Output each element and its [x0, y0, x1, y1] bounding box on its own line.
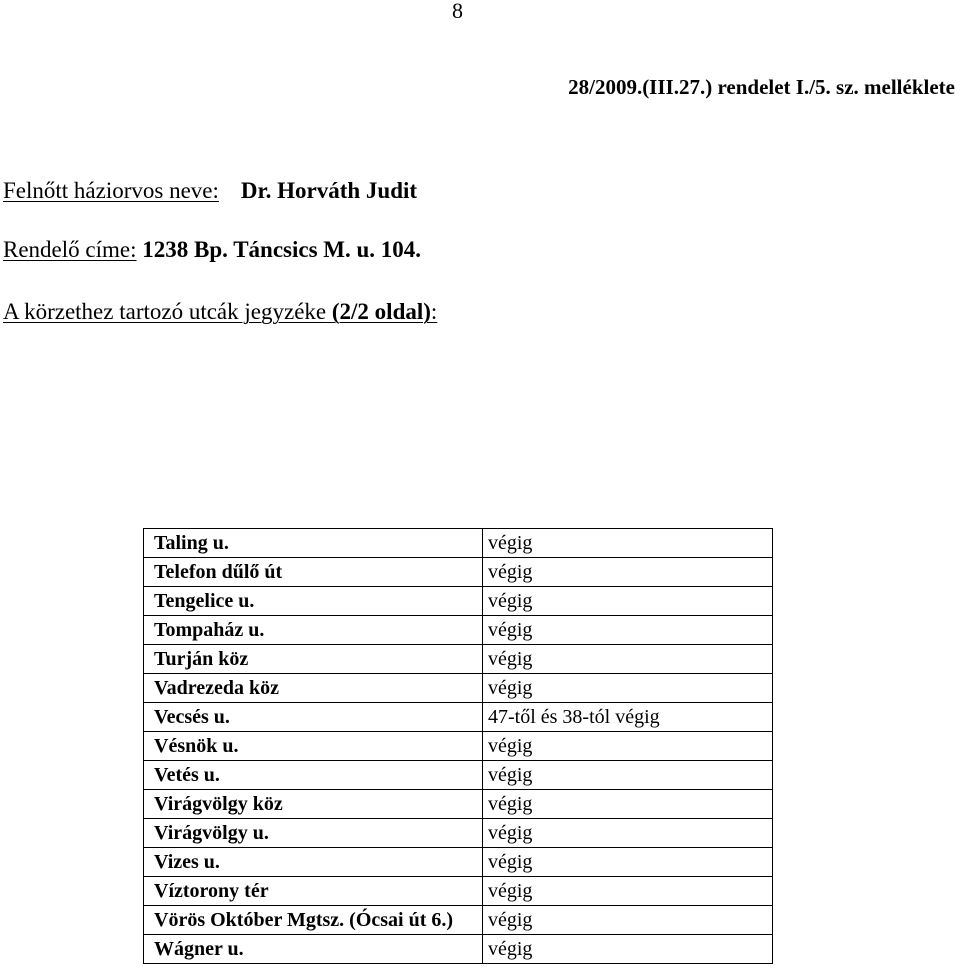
- table-row: [144, 529, 773, 558]
- table-row: [144, 616, 773, 645]
- street-range: végig: [483, 935, 773, 964]
- street-name: Vizes u.: [144, 848, 483, 877]
- address-value: 1238 Bp. Táncsics M. u. 104.: [142, 237, 422, 262]
- table-row: [144, 645, 773, 674]
- table-row: [144, 558, 773, 587]
- street-name: Vörös Október Mgtsz. (Ócsai út 6.): [144, 906, 483, 935]
- table-row: [144, 703, 773, 732]
- street-name: Víztorony tér: [144, 877, 483, 906]
- table-row: [144, 761, 773, 790]
- street-range: végig: [483, 906, 773, 935]
- street-name: Vadrezeda köz: [144, 674, 483, 703]
- street-name: Taling u.: [144, 529, 483, 558]
- table-row: [144, 935, 773, 964]
- street-name: Tengelice u.: [144, 587, 483, 616]
- table-row: [144, 587, 773, 616]
- table-row: [144, 674, 773, 703]
- street-range: 47-től és 38-tól végig: [483, 703, 773, 732]
- list-heading: [3, 299, 437, 325]
- decree-reference: 28/2009.(III.27.) rendelet I./5. sz. melléklete: [568, 75, 955, 99]
- street-range: végig: [483, 645, 773, 674]
- street-range: végig: [483, 848, 773, 877]
- street-table: [143, 528, 773, 964]
- street-range: végig: [483, 674, 773, 703]
- doctor-label: Felnőtt háziorvos neve:: [3, 178, 219, 203]
- street-range: végig: [483, 587, 773, 616]
- street-range: végig: [483, 819, 773, 848]
- doctor-line: [3, 178, 417, 204]
- street-name: Vetés u.: [144, 761, 483, 790]
- table-row: [144, 877, 773, 906]
- list-heading-page: (2/2 oldal): [331, 299, 431, 324]
- table-row: [144, 848, 773, 877]
- street-range: végig: [483, 790, 773, 819]
- street-name: Tompaház u.: [144, 616, 483, 645]
- street-name: Vecsés u.: [144, 703, 483, 732]
- street-range: végig: [483, 732, 773, 761]
- doctor-name: Dr. Horváth Judit: [240, 178, 418, 203]
- street-range: végig: [483, 529, 773, 558]
- list-heading-colon: :: [430, 299, 438, 324]
- street-name: Wágner u.: [144, 935, 483, 964]
- page-number: 8: [452, 0, 463, 23]
- street-range: végig: [483, 877, 773, 906]
- street-name: Virágvölgy u.: [144, 819, 483, 848]
- address-label: Rendelő címe:: [3, 237, 137, 262]
- street-range: végig: [483, 558, 773, 587]
- street-name: Virágvölgy köz: [144, 790, 483, 819]
- street-name: Vésnök u.: [144, 732, 483, 761]
- table-row: [144, 819, 773, 848]
- address-line: [3, 237, 421, 263]
- table-row: [144, 906, 773, 935]
- list-heading-text: A körzethez tartozó utcák jegyzéke: [3, 299, 327, 324]
- street-range: végig: [483, 616, 773, 645]
- street-name: Turján köz: [144, 645, 483, 674]
- table-row: [144, 790, 773, 819]
- street-range: végig: [483, 761, 773, 790]
- table-row: [144, 732, 773, 761]
- street-name: Telefon dűlő út: [144, 558, 483, 587]
